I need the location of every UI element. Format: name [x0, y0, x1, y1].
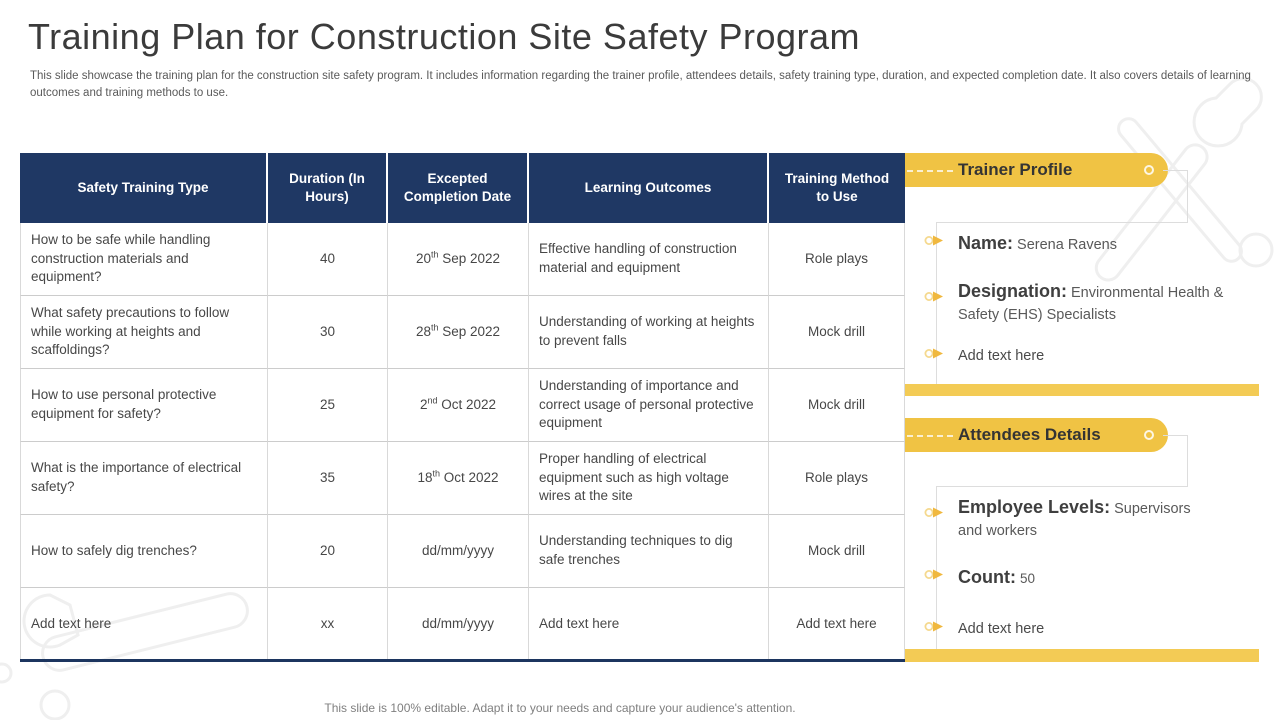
header-safety-training-type: Safety Training Type: [20, 153, 268, 223]
cell-outcome: Understanding of working at heights to prevent falls: [529, 296, 769, 369]
editable-note: This slide is 100% editable. Adapt it to your needs and capture your audience's attention.: [324, 701, 796, 715]
trainer-name-label: Name:: [958, 233, 1014, 253]
cell-type: Add text here: [20, 588, 268, 661]
trainer-designation-item: [958, 280, 1250, 327]
cell-date: 28th Sep 2022: [388, 296, 529, 369]
cell-method: Role plays: [769, 223, 905, 296]
table-row: [20, 442, 905, 515]
arrow-bullet-icon: [924, 290, 948, 303]
employee-levels-value: Supervisors and workers: [958, 501, 1191, 540]
cell-outcome: Effective handling of construction material and equipment: [529, 223, 769, 296]
yellow-divider-bar: [905, 649, 1259, 662]
cell-date: dd/mm/yyyy: [388, 515, 529, 588]
attendees-details-title: Attendees Details: [958, 425, 1101, 444]
cell-duration: 25: [268, 369, 388, 442]
connector-line: [936, 435, 1188, 487]
trainer-designation-value: Environmental Health & Safety (EHS) Specialists: [958, 285, 1224, 324]
attendees-placeholder-text: Add text here: [958, 621, 1045, 637]
cell-method: Mock drill: [769, 296, 905, 369]
connector-line: [936, 170, 1188, 223]
arrow-bullet-icon: [924, 347, 948, 360]
cell-duration: 20: [268, 515, 388, 588]
cell-method: Mock drill: [769, 369, 905, 442]
cell-duration: 35: [268, 442, 388, 515]
trainer-designation-label: Designation:: [958, 281, 1068, 301]
cell-date: 2nd Oct 2022: [388, 369, 529, 442]
count-value: 50: [1019, 571, 1036, 586]
table-row: [20, 369, 905, 442]
table-row: [20, 588, 905, 661]
count-label: Count:: [958, 567, 1016, 587]
header-training-method: Training Method to Use: [769, 153, 905, 223]
connector-line: [936, 223, 937, 385]
cell-method: Add text here: [769, 588, 905, 661]
cell-date: 20th Sep 2022: [388, 223, 529, 296]
cell-outcome: Proper handling of electrical equipment such as high voltage wires at the site: [529, 442, 769, 515]
cell-duration: 40: [268, 223, 388, 296]
cell-duration: 30: [268, 296, 388, 369]
attendees-placeholder-item: [958, 618, 1258, 640]
cell-type: What safety precautions to follow while working at heights and scaffoldings?: [20, 296, 268, 369]
header-completion-date: Excepted Completion Date: [388, 153, 529, 223]
cell-type: What is the importance of electrical safety?: [20, 442, 268, 515]
trainer-placeholder-item: [958, 345, 1258, 367]
employee-levels-label: Employee Levels:: [958, 497, 1111, 517]
cell-outcome: Understanding techniques to dig safe trenches: [529, 515, 769, 588]
table-row: [20, 515, 905, 588]
cell-date: 18th Oct 2022: [388, 442, 529, 515]
cell-outcome: Understanding of importance and correct usage of personal protective equipment: [529, 369, 769, 442]
cell-type: How to use personal protective equipment for safety?: [20, 369, 268, 442]
table-bottom-accent-line: [20, 659, 905, 662]
arrow-bullet-icon: [924, 620, 948, 633]
page-title: Training Plan for Construction Site Safety Program: [28, 16, 861, 57]
cell-type: How to safely dig trenches?: [20, 515, 268, 588]
header-learning-outcomes: Learning Outcomes: [529, 153, 769, 223]
table-header-row: [20, 153, 905, 223]
cell-method: Role plays: [769, 442, 905, 515]
header-duration: Duration (In Hours): [268, 153, 388, 223]
trainer-name-item: [958, 232, 1258, 256]
training-plan-table: [20, 153, 905, 661]
trainer-placeholder-text: Add text here: [958, 348, 1045, 364]
employee-levels-item: [958, 496, 1210, 543]
cell-method: Mock drill: [769, 515, 905, 588]
count-item: [958, 566, 1258, 590]
slide-description: This slide showcase the training plan for the construction site safety program. It includes information regarding the trainer profile, attendees details, safety training type, duration, and expected completion date. It also covers details of learning outcomes and training methods to use.: [30, 70, 1251, 99]
arrow-bullet-icon: [924, 568, 948, 581]
arrow-bullet-icon: [924, 506, 948, 519]
arrow-bullet-icon: [924, 234, 948, 247]
yellow-divider-bar: [905, 384, 1259, 396]
trainer-profile-title: Trainer Profile: [958, 160, 1073, 179]
cell-outcome: Add text here: [529, 588, 769, 661]
cell-date: dd/mm/yyyy: [388, 588, 529, 661]
trainer-name-value: Serena Ravens: [1017, 237, 1117, 253]
cell-duration: xx: [268, 588, 388, 661]
cell-type: How to be safe while handling construction materials and equipment?: [20, 223, 268, 296]
table-row: [20, 223, 905, 296]
table-row: [20, 296, 905, 369]
